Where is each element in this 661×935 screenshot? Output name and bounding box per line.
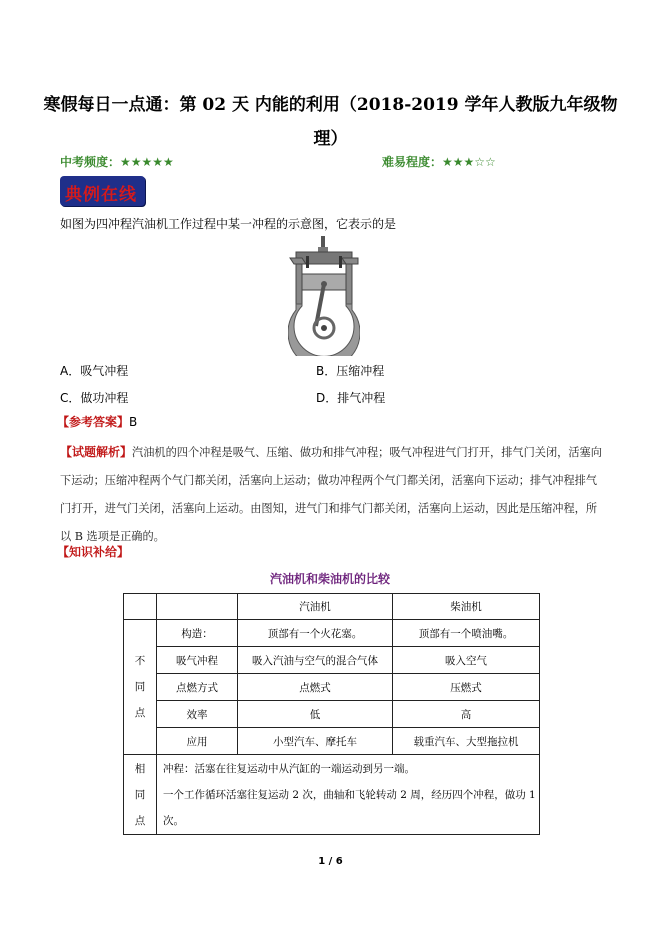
- answer-line: [57, 413, 137, 430]
- table-row: [124, 674, 540, 701]
- analysis-block: [60, 438, 605, 551]
- row-gas: 小型汽车、摩托车: [238, 728, 393, 755]
- table-caption: 汽油机和柴油机的比较: [269, 572, 390, 586]
- table-row: [124, 701, 540, 728]
- option-b: B．压缩冲程: [316, 364, 385, 378]
- row-name: 应用: [157, 728, 238, 755]
- diff-label: 不同点: [134, 655, 146, 719]
- row-name: 效率: [157, 701, 238, 728]
- question-text: 如图为四冲程汽油机工作过程中某一冲程的示意图，它表示的是: [60, 217, 397, 231]
- frequency-label: 中考频度：: [60, 155, 121, 169]
- option-d: D．排气冲程: [316, 391, 386, 405]
- frequency-rating: [60, 153, 174, 170]
- row-gas: 低: [238, 701, 393, 728]
- section-badge: [60, 176, 145, 206]
- row-gas: 吸入汽油与空气的混合气体: [238, 647, 393, 674]
- row-diesel: 吸入空气: [393, 647, 540, 674]
- row-name: 吸气冲程: [157, 647, 238, 674]
- option-c: C．做功冲程: [60, 391, 129, 405]
- intake-valve: [306, 256, 309, 268]
- header-gasoline: 汽油机: [238, 594, 393, 620]
- table-row: [124, 647, 540, 674]
- table-row-same: [124, 755, 540, 835]
- same-line-1: 冲程：活塞在往复运动中从汽缸的一端运动到另一端。: [163, 762, 415, 775]
- row-gas: 点燃式: [238, 674, 393, 701]
- same-line-2: 一个工作循环活塞往复运动 2 次，曲轴和飞轮转动 2 周，经历四个冲程，做功 1 次。: [163, 788, 536, 827]
- difficulty-label: 难易程度：: [382, 155, 443, 169]
- row-name: 构造：: [157, 620, 238, 647]
- row-diesel: 顶部有一个喷油嘴。: [393, 620, 540, 647]
- exhaust-valve: [339, 256, 342, 268]
- spark-plug-icon: [321, 236, 325, 248]
- difficulty-stars: ★★★☆☆: [442, 155, 496, 169]
- row-diesel: 高: [393, 701, 540, 728]
- supplement-label: 【知识补给】: [57, 545, 130, 559]
- page-number: 1 / 6: [318, 856, 343, 867]
- comparison-table: [123, 593, 540, 835]
- frequency-stars: ★★★★★: [120, 155, 174, 169]
- engine-diagram: [288, 236, 360, 356]
- row-name: 点燃方式: [157, 674, 238, 701]
- row-diesel: 载重汽车、大型拖拉机: [393, 728, 540, 755]
- answer-value: B: [129, 415, 138, 429]
- answer-label: 【参考答案】: [57, 415, 130, 429]
- table-row: [124, 728, 540, 755]
- section-badge-text: 典例在线: [65, 185, 137, 205]
- difficulty-rating: [382, 153, 496, 170]
- option-a: A．吸气冲程: [60, 364, 129, 378]
- table-header-row: [124, 594, 540, 620]
- analysis-label: 【试题解析】: [60, 445, 133, 459]
- analysis-text: 汽油机的四个冲程是吸气、压缩、做功和排气冲程；吸气冲程进气门打开，排气门关闭，活塞向下运动；压缩冲程两个气门都关闭，活塞向上运动；做功冲程两个气门都关闭，活塞向下运动；排气冲程排气门打开，进气门关闭，活塞向上运动。由图知，进气门和排气门都关闭，活塞向上运动，因此是压缩冲程，所以 B 选项是正确的。: [60, 446, 602, 543]
- row-gas: 顶部有一个火花塞。: [238, 620, 393, 647]
- table-row: [124, 620, 540, 647]
- same-label: 相同点: [134, 762, 146, 827]
- page-title: 寒假每日一点通：第 02 天 内能的利用（2018-2019 学年人教版九年级物理）: [43, 95, 618, 149]
- row-diesel: 压燃式: [393, 674, 540, 701]
- header-diesel: 柴油机: [393, 594, 540, 620]
